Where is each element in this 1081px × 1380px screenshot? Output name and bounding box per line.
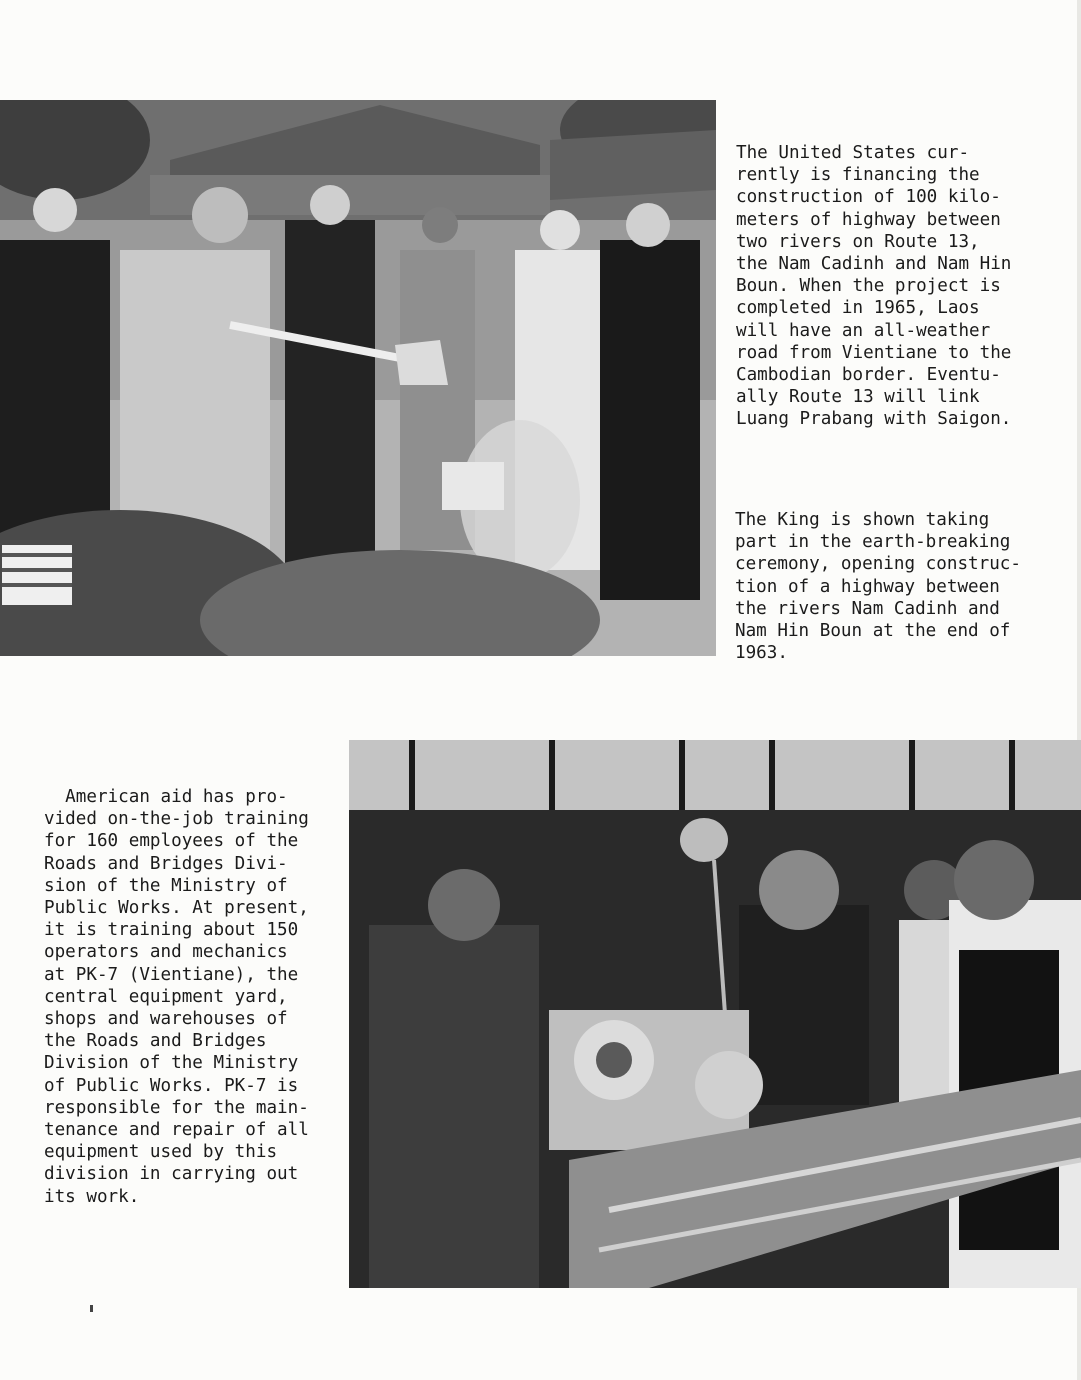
- training-caption: American aid has pro- vided on-the-job training for 160 employees of the Roads and Bridges Divi- sion of the Ministry of Public Works. At present, it is training about 150 operators and mechanics at PK-7 (Vientiane), the central equipment yard, shops and warehouses of the Roads and Bridges Division of the Ministry of Public Works. PK-7 is responsible for the main- tenance and repair of all equipment used by this division in carrying out its work.: [44, 787, 309, 1207]
- training-photo-graphic: [349, 740, 1081, 1288]
- lathe-training-photo: [349, 740, 1081, 1288]
- route13-caption: The United States cur- rently is financing the construction of 100 kilo- meters of highway between two rivers on Route 13, the Nam Cadinh and Nam Hin Boun. When the project is completed in 1965, Laos will have an all-weather road from Vientiane to the Cambodian border. Eventu- ally Route 13 will link Luang Prabang with Saigon.: [736, 143, 1012, 430]
- page-speck: [90, 1305, 93, 1312]
- king-ceremony-caption: The King is shown taking part in the earth-breaking ceremony, opening construc- tion of a highway between the rivers Nam Cadinh and Nam Hin Boun at the end of 1963.: [735, 510, 1021, 664]
- ground-breaking-ceremony-photo: [0, 100, 716, 656]
- ceremony-photo-graphic: [0, 100, 716, 656]
